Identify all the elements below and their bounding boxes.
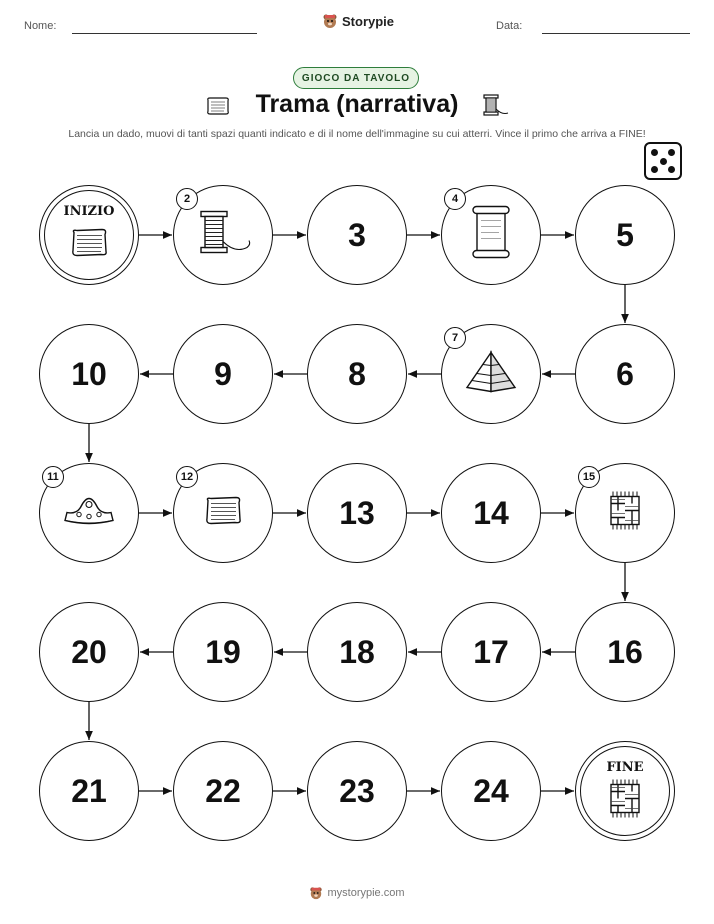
board-space-3 — [307, 185, 407, 285]
space-number-tag: 4 — [444, 188, 466, 210]
board-space-7 — [441, 324, 541, 424]
board-space-9 — [173, 324, 273, 424]
board-space-23 — [307, 741, 407, 841]
space-number: 18 — [339, 633, 375, 670]
board-space-8 — [307, 324, 407, 424]
space-number: 9 — [214, 355, 232, 392]
board-space-22 — [173, 741, 273, 841]
footer-url: mystorypie.com — [327, 887, 405, 899]
space-number-tag: 12 — [176, 466, 198, 488]
board-space-5 — [575, 185, 675, 285]
brand-name: Storypie — [342, 13, 395, 29]
board-space-14 — [441, 463, 541, 563]
space-number: 24 — [473, 772, 509, 809]
space-number: 5 — [616, 216, 634, 253]
board-space-19 — [173, 602, 273, 702]
space-number: 17 — [473, 633, 509, 670]
space-number: 16 — [607, 633, 643, 670]
space-label: FINE — [606, 760, 644, 775]
board-space-13 — [307, 463, 407, 563]
bear-icon — [309, 886, 323, 900]
space-number: 22 — [205, 772, 241, 809]
instructions: Lancia un dado, muovi di tanti spazi quanti indicato e di il nome dell'immagine su cui atterri. Vince il primo che arriva a FINE! — [68, 128, 646, 140]
space-number: 10 — [71, 355, 107, 392]
space-number: 13 — [339, 494, 375, 531]
woven-fabric-icon — [69, 227, 109, 262]
board-space-2 — [173, 185, 273, 285]
space-number-tag: 15 — [578, 466, 600, 488]
board-space-18 — [307, 602, 407, 702]
space-number: 20 — [71, 633, 107, 670]
board-space-10 — [39, 324, 139, 424]
weave-pattern-icon — [603, 776, 647, 825]
date-label: Data: — [496, 20, 523, 32]
board-space-17 — [441, 602, 541, 702]
space-number-tag: 11 — [42, 466, 64, 488]
board-space-24 — [441, 741, 541, 841]
board-space-21 — [39, 741, 139, 841]
board-space-16 — [575, 602, 675, 702]
board-space-15 — [575, 463, 675, 563]
thread-spool-icon — [191, 208, 255, 263]
space-number-tag: 7 — [444, 327, 466, 349]
space-number: 21 — [71, 772, 107, 809]
woven-fabric-icon — [203, 496, 243, 531]
board-space-12 — [173, 463, 273, 563]
space-number: 8 — [348, 355, 366, 392]
scroll-icon — [469, 205, 513, 266]
footer — [0, 886, 714, 900]
weave-pattern-icon — [603, 489, 647, 538]
board-space-20 — [39, 602, 139, 702]
pyramid-icon — [461, 350, 521, 399]
category-badge: GIOCO DA TAVOLO — [293, 67, 419, 89]
space-label: INIZIO — [63, 204, 115, 219]
board-space-4 — [441, 185, 541, 285]
board-space-11 — [39, 463, 139, 563]
board-space-1 — [39, 185, 139, 285]
board-space-6 — [575, 324, 675, 424]
space-number-tag: 2 — [176, 188, 198, 210]
space-number: 14 — [473, 494, 509, 531]
name-label: Nome: — [24, 20, 57, 32]
space-number: 6 — [616, 355, 634, 392]
tiara-icon — [61, 495, 117, 532]
space-number: 23 — [339, 772, 375, 809]
board-space-25 — [575, 741, 675, 841]
space-number: 3 — [348, 216, 366, 253]
page-title: Trama (narrativa) — [255, 90, 459, 118]
space-number: 19 — [205, 633, 241, 670]
